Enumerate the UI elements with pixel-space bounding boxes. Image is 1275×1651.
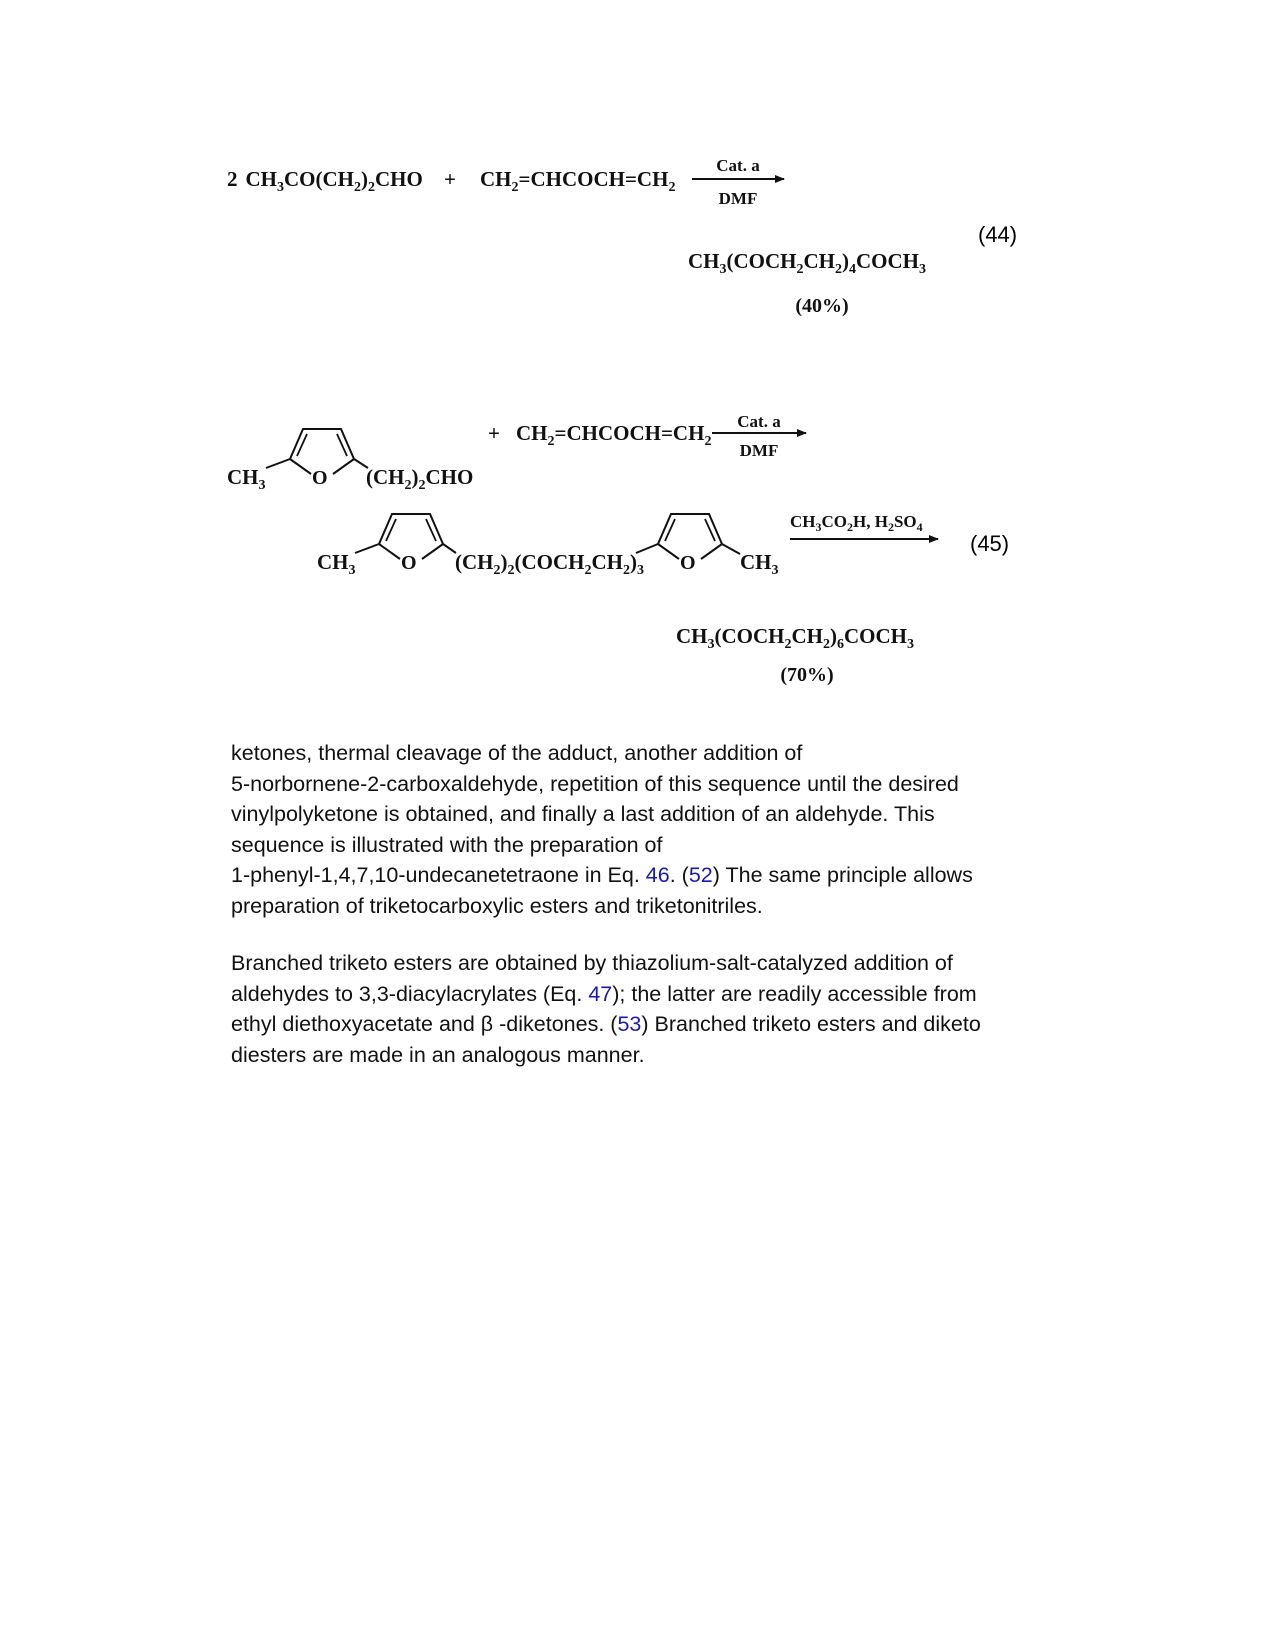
eq45-solvent: DMF (739, 441, 779, 460)
paragraph-line: vinylpolyketone is obtained, and finally a last addition of an aldehyde. This (231, 802, 935, 826)
reference-link-52[interactable]: 52 (688, 863, 713, 887)
methyl-bond (266, 459, 290, 468)
equation-45 (227, 412, 1009, 686)
eq45-aldehyde-chain: $(CH_2)_2CHO$ (366, 465, 474, 493)
paragraph-line: sequence is illustrated with the preparation of (231, 832, 663, 857)
eq45-acid-conditions: $CH_3CO_2H$, $H_2SO_4$ (790, 512, 923, 534)
eq44-solvent: DMF (718, 189, 758, 208)
eq45-reagent: $CH_2=CHCOCH=CH_2$ (516, 421, 712, 449)
eq45-int-methyl-left: $CH_3$ (317, 550, 356, 578)
equation-44 (227, 156, 1017, 317)
eq45-plus: + (488, 421, 500, 445)
eq44-reactant2: $CH_2=CHCOCH=CH_2$ (480, 167, 676, 195)
paragraph-line: ethyl diethoxyacetate and β -diketones. (53) Branched triketo esters and diketo (231, 1012, 981, 1036)
furan-oxygen: O (312, 467, 328, 489)
equation-link-46[interactable]: 46 (645, 863, 670, 887)
furan-ring-bonds (290, 429, 354, 459)
eq45-int-methyl-right: $CH_3$ (740, 550, 779, 578)
paragraph-line: 5-norbornene-2-carboxaldehyde, repetition of this sequence until the desired (231, 771, 959, 796)
eq45-product: $CH_3(COCH_2CH_2)_6COCH_3$ (676, 624, 914, 652)
paragraph-line: aldehydes to 3,3-diacylacrylates (Eq. 47); the latter are readily accessible from (231, 981, 977, 1006)
eq44-number: (44) (978, 222, 1018, 247)
paragraph-line: preparation of triketocarboxylic esters and triketonitriles. (231, 893, 763, 918)
paragraph-line: Branched triketo esters are obtained by thiazolium-salt-catalyzed addition of (231, 951, 953, 975)
furan-oxygen: O (401, 552, 417, 574)
paragraph-2 (231, 948, 1051, 1070)
eq45-number: (45) (970, 531, 1010, 556)
paragraph-line: 1-phenyl-1,4,7,10-undecanetetraone in Eq. 46. (52) The same principle allows (231, 863, 973, 887)
paragraph-line: diesters are made in an analogous manner. (231, 1042, 645, 1067)
eq44-yield: (40%) (795, 295, 849, 317)
eq45-catalyst: Cat. a (737, 412, 781, 431)
reference-link-53[interactable]: 53 (617, 1012, 642, 1036)
eq45-furan-reactant (266, 429, 368, 489)
furan-oxygen: O (680, 552, 696, 574)
paragraph-1 (231, 738, 1051, 921)
eq45-furan-left (355, 514, 456, 574)
eq45-int-chain: $(CH_2)_2(COCH_2CH_2)_3$ (455, 550, 644, 578)
eq44-plus: + (444, 167, 456, 191)
equation-link-47[interactable]: 47 (588, 981, 613, 1006)
eq45-methyl: $CH_3$ (227, 465, 266, 493)
reaction-schemes (0, 0, 1275, 720)
eq44-reactant1: 2 $CH_3CO(CH_2)_2CHO$ (227, 167, 423, 195)
eq44-product: $CH_3(COCH_2CH_2)_4COCH_3$ (688, 249, 926, 277)
eq45-yield: (70%) (780, 664, 834, 686)
eq45-furan-right (636, 514, 740, 574)
eq44-catalyst: Cat. a (716, 156, 760, 175)
paragraph-line: ketones, thermal cleavage of the adduct, another addition of (231, 741, 803, 765)
